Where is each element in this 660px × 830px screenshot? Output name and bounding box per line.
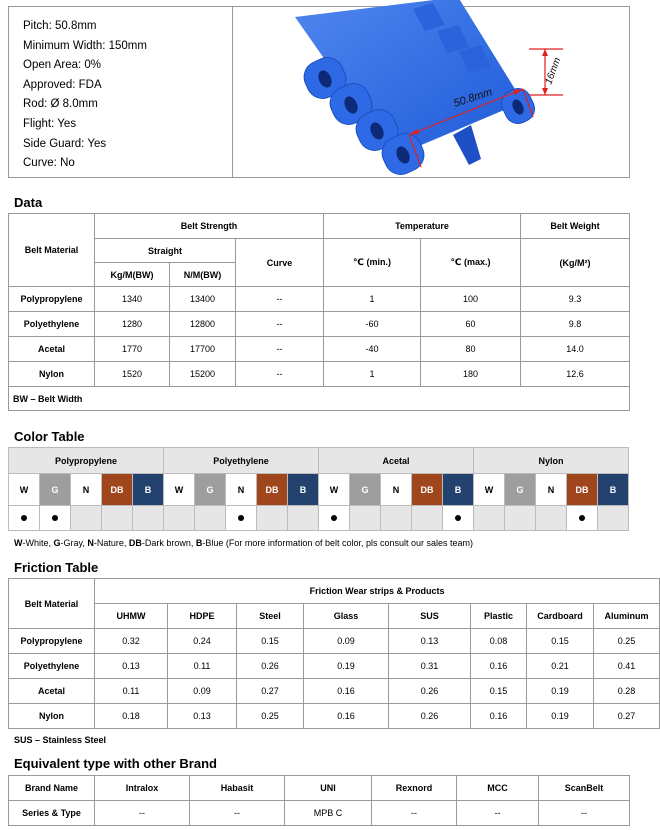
color-code-n: N — [381, 474, 412, 506]
table-row — [9, 337, 630, 362]
cell: 0.11 — [95, 679, 168, 704]
legend-text: -Nature, — [93, 538, 129, 548]
friction-col-hdpe: HDPE — [168, 604, 237, 629]
cell: 0.08 — [471, 629, 527, 654]
row-material: Nylon — [9, 362, 95, 387]
friction-header-group: Friction Wear strips & Products — [95, 579, 660, 604]
header-straight: Straight — [95, 239, 236, 263]
friction-col-steel: Steel — [237, 604, 304, 629]
cell: 0.13 — [389, 629, 471, 654]
cell: 1 — [324, 362, 421, 387]
color-code-db: DB — [102, 474, 133, 506]
table-row — [9, 629, 660, 654]
cell: 1520 — [95, 362, 170, 387]
color-availability — [71, 506, 102, 531]
brand-series: -- — [539, 801, 630, 826]
cell: 0.19 — [527, 679, 594, 704]
color-code-w: W — [319, 474, 350, 506]
cell: -- — [236, 362, 324, 387]
header-curve: Curve — [236, 239, 324, 287]
series-type-label: Series & Type — [9, 801, 95, 826]
cell: -- — [236, 337, 324, 362]
cell: -40 — [324, 337, 421, 362]
header-belt-material: Belt Material — [9, 214, 95, 287]
brand-name: Intralox — [95, 776, 190, 801]
color-availability — [567, 506, 598, 531]
spec-pitch: Pitch: 50.8mm — [23, 20, 97, 32]
cell: 0.26 — [237, 654, 304, 679]
color-code-g: G — [40, 474, 71, 506]
brand-name-label: Brand Name — [9, 776, 95, 801]
color-code-w: W — [9, 474, 40, 506]
row-material: Polyethylene — [9, 654, 95, 679]
spec-curve: Curve: No — [23, 157, 75, 170]
cell: 0.16 — [304, 704, 389, 729]
friction-footnote: SUS – Stainless Steel — [14, 735, 107, 745]
color-availability — [226, 506, 257, 531]
cell: 100 — [421, 287, 521, 312]
color-availability — [133, 506, 164, 531]
legend-g: G — [53, 538, 61, 548]
cell: 0.11 — [168, 654, 237, 679]
cell: 13400 — [170, 287, 236, 312]
cell: 0.24 — [168, 629, 237, 654]
brand-name: ScanBelt — [539, 776, 630, 801]
cell: 0.25 — [237, 704, 304, 729]
cell: 9.3 — [521, 287, 630, 312]
legend-db: DB — [128, 538, 142, 548]
color-legend — [14, 538, 473, 548]
color-group-header: Acetal — [319, 448, 474, 474]
dim-pitch-label: 50.8mm — [452, 86, 494, 110]
cell: 0.09 — [304, 629, 389, 654]
legend-n: N — [87, 538, 94, 548]
color-availability — [536, 506, 567, 531]
spec-open-area: Open Area: 0% — [23, 59, 101, 72]
cell: 0.18 — [95, 704, 168, 729]
spec-list — [9, 7, 233, 177]
header-kg: Kg/M(BW) — [95, 263, 170, 287]
available-dot-icon — [331, 515, 337, 521]
cell: 60 — [421, 312, 521, 337]
table-row — [9, 679, 660, 704]
color-group-header: Nylon — [474, 448, 629, 474]
cell: 0.41 — [594, 654, 660, 679]
cell: 12.6 — [521, 362, 630, 387]
brand-name: MCC — [457, 776, 539, 801]
cell: 0.13 — [168, 704, 237, 729]
color-group-header: Polyethylene — [164, 448, 319, 474]
cell: 9.8 — [521, 312, 630, 337]
cell: 80 — [421, 337, 521, 362]
color-availability — [9, 506, 40, 531]
row-material: Polypropylene — [9, 287, 95, 312]
header-belt-weight: Belt Weight — [521, 214, 630, 239]
legend-text: -Gray, — [60, 538, 88, 548]
table-row — [9, 704, 660, 729]
cell: 0.15 — [237, 629, 304, 654]
cell: 0.15 — [471, 679, 527, 704]
color-availability — [350, 506, 381, 531]
spec-rod: Rod: Ø 8.0mm — [23, 98, 98, 111]
color-group-header: Polypropylene — [9, 448, 164, 474]
cell: 0.32 — [95, 629, 168, 654]
color-code-g: G — [195, 474, 226, 506]
friction-col-cardboard: Cardboard — [527, 604, 594, 629]
table-row — [9, 362, 630, 387]
brand-table — [8, 775, 630, 826]
friction-title: Friction Table — [14, 560, 99, 575]
spec-box — [8, 6, 630, 178]
cell: 180 — [421, 362, 521, 387]
header-belt-strength: Belt Strength — [95, 214, 324, 239]
row-material: Polypropylene — [9, 629, 95, 654]
cell: 0.27 — [237, 679, 304, 704]
available-dot-icon — [455, 515, 461, 521]
color-code-g: G — [505, 474, 536, 506]
color-code-b: B — [133, 474, 164, 506]
legend-text: -White, — [22, 538, 54, 548]
cell: 1340 — [95, 287, 170, 312]
color-code-b: B — [288, 474, 319, 506]
legend-text: -Blue (For more information of belt color, pls consult our sales team) — [202, 538, 474, 548]
header-temperature: Temperature — [324, 214, 521, 239]
available-dot-icon — [579, 515, 585, 521]
row-material: Acetal — [9, 337, 95, 362]
data-footnote: BW – Belt Width — [9, 387, 630, 411]
brand-series: -- — [190, 801, 285, 826]
cell: 12800 — [170, 312, 236, 337]
brand-name: UNI — [285, 776, 372, 801]
color-code-n: N — [71, 474, 102, 506]
color-code-db: DB — [567, 474, 598, 506]
cell: -- — [236, 287, 324, 312]
available-dot-icon — [238, 515, 244, 521]
color-availability — [505, 506, 536, 531]
friction-col-glass: Glass — [304, 604, 389, 629]
cell: -- — [236, 312, 324, 337]
belt-image — [233, 7, 629, 177]
color-availability — [40, 506, 71, 531]
friction-col-uhmw: UHMW — [95, 604, 168, 629]
cell: 0.25 — [594, 629, 660, 654]
brand-title: Equivalent type with other Brand — [14, 756, 217, 771]
color-code-g: G — [350, 474, 381, 506]
row-material: Polyethylene — [9, 312, 95, 337]
cell: 0.28 — [594, 679, 660, 704]
friction-header-material: Belt Material — [9, 579, 95, 629]
available-dot-icon — [52, 515, 58, 521]
cell: 0.16 — [471, 654, 527, 679]
color-code-w: W — [164, 474, 195, 506]
brand-name: Rexnord — [372, 776, 457, 801]
legend-b: B — [195, 538, 203, 548]
friction-col-plastic: Plastic — [471, 604, 527, 629]
brand-series: MPB C — [285, 801, 372, 826]
color-code-w: W — [474, 474, 505, 506]
cell: 0.09 — [168, 679, 237, 704]
cell: 0.31 — [389, 654, 471, 679]
cell: 1280 — [95, 312, 170, 337]
cell: 0.26 — [389, 679, 471, 704]
brand-series: -- — [372, 801, 457, 826]
cell: 0.16 — [471, 704, 527, 729]
color-availability — [195, 506, 226, 531]
color-availability — [164, 506, 195, 531]
cell: 14.0 — [521, 337, 630, 362]
spec-flight: Flight: Yes — [23, 117, 77, 130]
header-nm: N/M(BW) — [170, 263, 236, 287]
legend-w: W — [14, 538, 23, 548]
cell: 0.27 — [594, 704, 660, 729]
spec-approved: Approved: FDA — [23, 78, 102, 91]
cell: 15200 — [170, 362, 236, 387]
friction-col-sus: SUS — [389, 604, 471, 629]
color-table — [8, 447, 629, 531]
available-dot-icon — [21, 515, 27, 521]
data-title: Data — [14, 195, 43, 210]
color-title: Color Table — [14, 429, 85, 444]
cell: 0.16 — [304, 679, 389, 704]
cell: 0.15 — [527, 629, 594, 654]
cell: 0.21 — [527, 654, 594, 679]
friction-table — [8, 578, 660, 729]
brand-series: -- — [457, 801, 539, 826]
spec-min-width: Minimum Width: 150mm — [23, 39, 147, 52]
row-material: Nylon — [9, 704, 95, 729]
row-material: Acetal — [9, 679, 95, 704]
color-availability — [319, 506, 350, 531]
color-code-b: B — [598, 474, 629, 506]
table-row — [9, 287, 630, 312]
table-row — [9, 312, 630, 337]
friction-col-aluminum: Aluminum — [594, 604, 660, 629]
brand-series: -- — [95, 801, 190, 826]
data-table — [8, 213, 630, 411]
brand-name: Habasit — [190, 776, 285, 801]
color-availability — [257, 506, 288, 531]
header-weight-unit: (Kg/M²) — [521, 239, 630, 287]
cell: 17700 — [170, 337, 236, 362]
color-availability — [474, 506, 505, 531]
color-availability — [412, 506, 443, 531]
color-code-db: DB — [412, 474, 443, 506]
cell: 0.19 — [527, 704, 594, 729]
cell: 0.19 — [304, 654, 389, 679]
legend-text: -Dark brown, — [141, 538, 196, 548]
cell: 0.13 — [95, 654, 168, 679]
dim-height-label: 16mm — [543, 56, 564, 87]
cell: 1 — [324, 287, 421, 312]
cell: -60 — [324, 312, 421, 337]
color-availability — [102, 506, 133, 531]
color-availability — [381, 506, 412, 531]
cell: 0.26 — [389, 704, 471, 729]
cell: 1770 — [95, 337, 170, 362]
color-code-n: N — [226, 474, 257, 506]
color-code-n: N — [536, 474, 567, 506]
color-availability — [288, 506, 319, 531]
color-code-db: DB — [257, 474, 288, 506]
header-temp-min: ℃ (min.) — [324, 239, 421, 287]
color-code-b: B — [443, 474, 474, 506]
table-row — [9, 654, 660, 679]
header-temp-max: ℃ (max.) — [421, 239, 521, 287]
color-availability — [443, 506, 474, 531]
color-availability — [598, 506, 629, 531]
belt-illustration — [233, 7, 629, 179]
spec-side-guard: Side Guard: Yes — [23, 137, 107, 150]
